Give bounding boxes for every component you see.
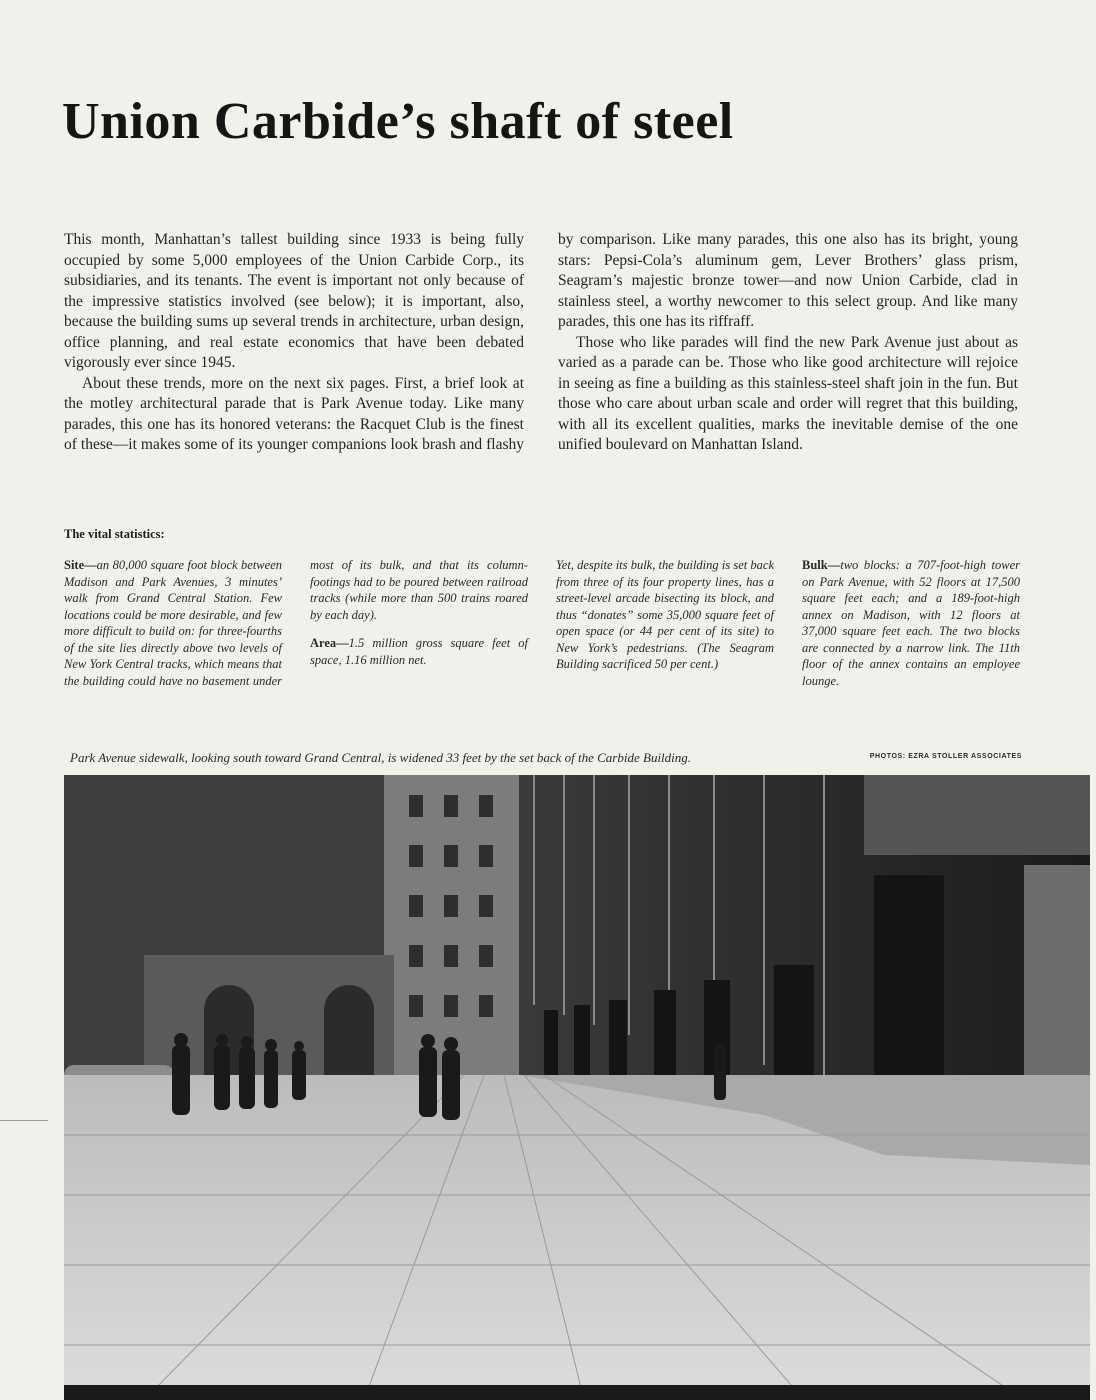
- stat-item: [802, 557, 1020, 689]
- vital-statistics: [64, 557, 1020, 689]
- stat-item: [310, 635, 528, 668]
- article-title: Union Carbide’s shaft of steel: [62, 93, 734, 150]
- stat-item: [64, 557, 528, 689]
- stat-text: two blocks: a 707-foot-high tower on Park Avenue, with 52 floors at 17,500 square feet each; and a 189-foot-high annex on Madison, with 12 floors at 37,000 square feet each. The two blocks are connected by a narrow link. The 11th floor of the annex contains an employee lounge.: [802, 558, 1020, 688]
- intro-paragraph: About these trends, more on the next six pages. First, a brief look at the motley architectural parade that is Park Avenue today. Like many parades, this one has its honored veterans: the Racquet Club is the finest of these—it makes some of its younger companions look brash and flashy by comparison. Like many parades, this one also has its bright, young stars: Pepsi-Cola’s aluminum gem, Lever Brothers’ glass prism, Seagram’s majestic bronze tower—and now Union Carbide, clad in stainless steel, a worthy newcomer to this select group. And like many parades, this one has its riffraff.: [64, 231, 1018, 453]
- stat-text: 1.5 million gross square feet of space, 1.16 million net.: [310, 636, 528, 667]
- stat-item: [556, 557, 774, 673]
- intro-paragraph: This month, Manhattan’s tallest building since 1933 is being fully occupied by some 5,000 employees of the Union Carbide Corp., its subsidiaries, and its tenants. The event is important not only because of the impressive statistics involved (see below); it is important, also, because the building sums up several trends in architecture, urban design, office planning, and real estate economics that have been debated vigorously ever since 1945.: [64, 231, 524, 371]
- stat-lead: Site—: [64, 558, 97, 572]
- photo-credit: PHOTOS: EZRA STOLLER ASSOCIATES: [869, 753, 1022, 760]
- stat-lead: Area—: [310, 636, 349, 650]
- intro-paragraph: Those who like parades will find the new Park Avenue just about as varied as a parade can be. Those who like good architecture will rejoice in seeing as fine a building as this stainless-steel shaft join in the fun. But those who care about urban scale and order will regret that this building, with all its excellent qualities, marks the inevitable demise of the one unified boulevard on Manhattan Island.: [558, 333, 1018, 453]
- caption-text: Park Avenue sidewalk, looking south toward Grand Central, is widened 33 feet by the set back of the Carbide Building.: [70, 750, 692, 765]
- stat-lead: Bulk—: [802, 558, 841, 572]
- intro-text: [64, 230, 1018, 456]
- stats-heading: The vital statistics:: [64, 527, 165, 541]
- stat-text: an 80,000 square foot block between Madison and Park Avenues, 3 minutes’ walk from Grand Central Station. Few locations could be more desirable, and few more difficult to build on: for three-fourths of the site lies directly above two levels of New York Central tracks, which means that the building could have no basement under most of its bulk, and that its column-footings had to be poured between railroad tracks (while more than 500 trains roared by each day).: [64, 558, 528, 688]
- photo-caption: [70, 750, 1022, 766]
- stat-text: Yet, despite its bulk, the building is set back from three of its four property lines, has a street-level arcade bisecting its block, and thus “donates” some 35,000 square feet of open space (or 44 per cent of its site) to New York’s pedestrians. (The Seagram Building sacrificed 50 per cent.): [556, 558, 774, 671]
- park-avenue-photo: [64, 775, 1090, 1400]
- margin-mark: [0, 1120, 48, 1121]
